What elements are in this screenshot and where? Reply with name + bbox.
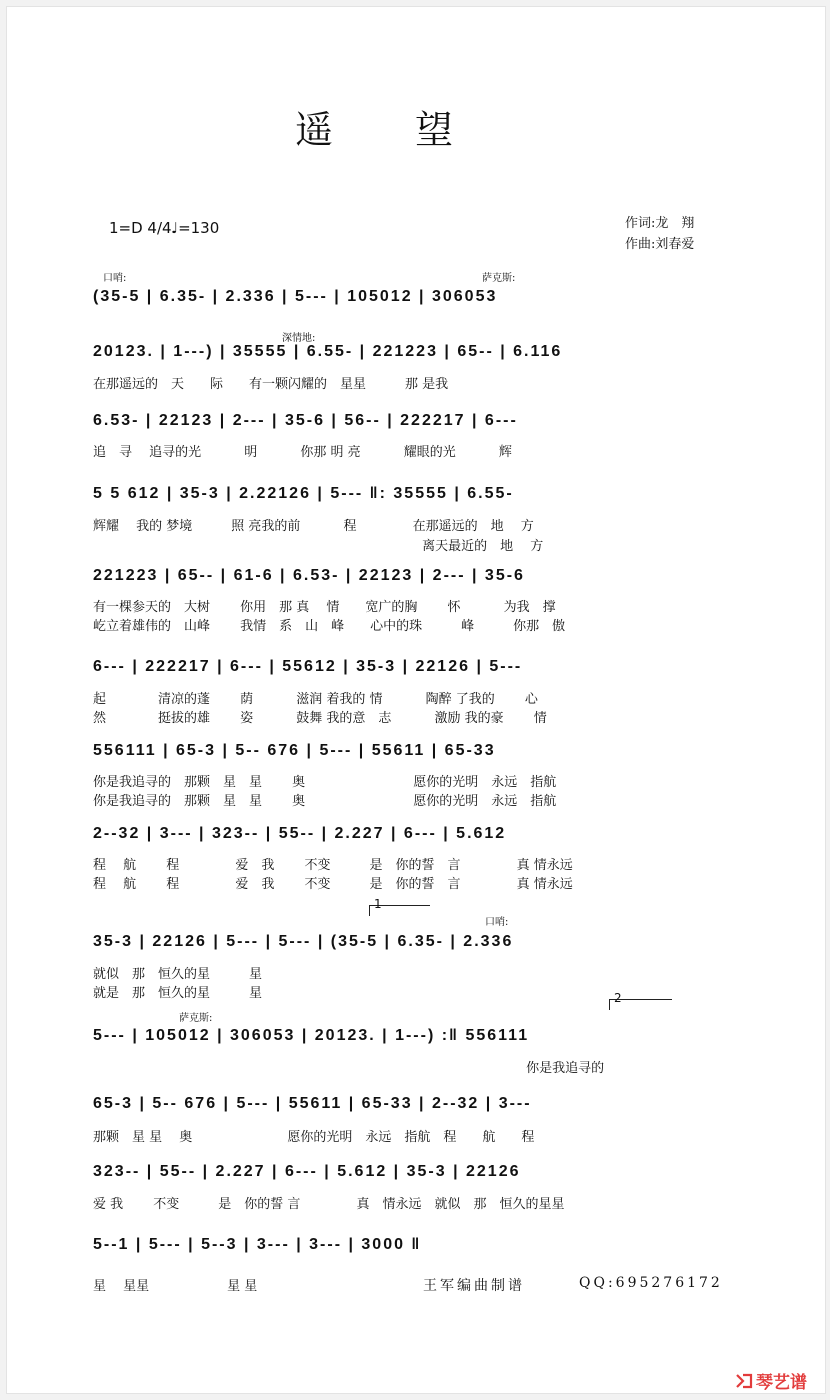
lyrics-line: 离天最近的 地 方 [93,539,544,554]
section-label: 口哨: [485,917,509,928]
lyrics-line: 起 清凉的蓬 荫 滋润 着我的 情 陶醉 了我的 心 [93,692,538,707]
lyrics-line: 有一棵参天的 大树 你用 那 真 情 宽广的胸 怀 为我 撑 [93,600,556,615]
lyrics-line: 你是我追寻的 那颗 星 星 奥 愿你的光明 永远 指航 [93,794,557,809]
notation-line: 5--1 | 5--- | 5--3 | 3--- | 3--- | 3000 ‖ [93,1236,422,1253]
lyrics-line: 追 寻 追寻的光 明 你那 明 亮 耀眼的光 辉 [93,445,512,460]
section-label: 深情地: [282,333,316,344]
volta-first-ending: 1 [369,905,430,916]
lyrics-line: 就是 那 恒久的星 星 [93,986,263,1001]
lyrics-line: 在那遥远的 天 际 有一颗闪耀的 星星 那 是我 [93,377,449,392]
notation-line: 5 5 612 | 35-3 | 2.22126 | 5--- ‖: 35555 | 6.55- [93,485,514,502]
brand-logo-icon [735,1373,753,1389]
notation-line: 65-3 | 5-- 676 | 5--- | 55611 | 65-33 | 2--32 | 3--- [93,1095,532,1112]
notation-line: 6.53- | 22123 | 2--- | 35-6 | 56-- | 222217 | 6--- [93,412,518,429]
lyrics-line: 你是我追寻的 那颗 星 星 奥 愿你的光明 永远 指航 [93,775,557,790]
key-time-signature: 1=D 4/4 [109,219,172,237]
lyrics-line: 就似 那 恒久的星 星 [93,967,263,982]
brand-name: 琴艺谱 [756,1373,807,1393]
lyrics-line: 你是我追寻的 [93,1061,605,1076]
brand-watermark [735,1368,807,1393]
section-label: 萨克斯: [179,1013,213,1024]
section-label: 口哨: [103,273,127,284]
lyrics-line: 爱 我 不变 是 你的誓 言 真 情永远 就似 那 恒久的星星 [93,1197,565,1212]
lyrics-line: 程 航 程 爱 我 不变 是 你的誓 言 真 情永远 [93,877,573,892]
notation-line: 20123. | 1---) | 35555 | 6.55- | 221223 | 65-- | 6.116 [93,343,563,360]
section-label: 萨克斯: [482,273,516,284]
volta-second-ending: 2 [609,999,672,1010]
composer-credit: 作曲:刘春爱 [625,237,695,252]
lyrics-line: 那颗 星 星 奥 愿你的光明 永远 指航 程 航 程 [93,1130,535,1145]
notation-line: 323-- | 55-- | 2.227 | 6--- | 5.612 | 35-3 | 22126 [93,1163,521,1180]
lyricist-credit: 作词:龙 翔 [625,216,695,231]
notation-line: 35-3 | 22126 | 5--- | 5--- | (35-5 | 6.35- | 2.336 [93,933,514,950]
score-sheet [6,6,826,1394]
contact-qq: QQ:695276172 [579,1275,723,1291]
notation-line: 221223 | 65-- | 61-6 | 6.53- | 22123 | 2--- | 35-6 [93,567,525,584]
lyrics-line: 然 挺拔的雄 姿 鼓舞 我的意 志 激励 我的豪 情 [93,711,547,726]
notation-line: 556111 | 65-3 | 5-- 676 | 5--- | 55611 | 65-33 [93,742,496,759]
lyrics-line: 辉耀 我的 梦境 照 亮我的前 程 在那遥远的 地 方 [93,519,534,534]
arranger-credit: 王军编曲制谱 [423,1278,525,1294]
lyrics-line: 程 航 程 爱 我 不变 是 你的誓 言 真 情永远 [93,858,573,873]
notation-line: 5--- | 105012 | 306053 | 20123. | 1---) :‖ 556111 [93,1027,530,1044]
song-title: 遥 望 [295,108,456,152]
lyrics-line: 屹立着雄伟的 山峰 我情 系 山 峰 心中的珠 峰 你那 傲 [93,619,566,634]
notation-line: 2--32 | 3--- | 323-- | 55-- | 2.227 | 6--- | 5.612 [93,825,507,842]
notation-line: 6--- | 222217 | 6--- | 55612 | 35-3 | 22126 | 5--- [93,658,523,675]
tempo-mark: ♩=130 [171,219,220,237]
lyrics-line: 星 星星 星 星 [93,1279,258,1294]
notation-line: (35-5 | 6.35- | 2.336 | 5--- | 105012 | 306053 [93,288,498,305]
